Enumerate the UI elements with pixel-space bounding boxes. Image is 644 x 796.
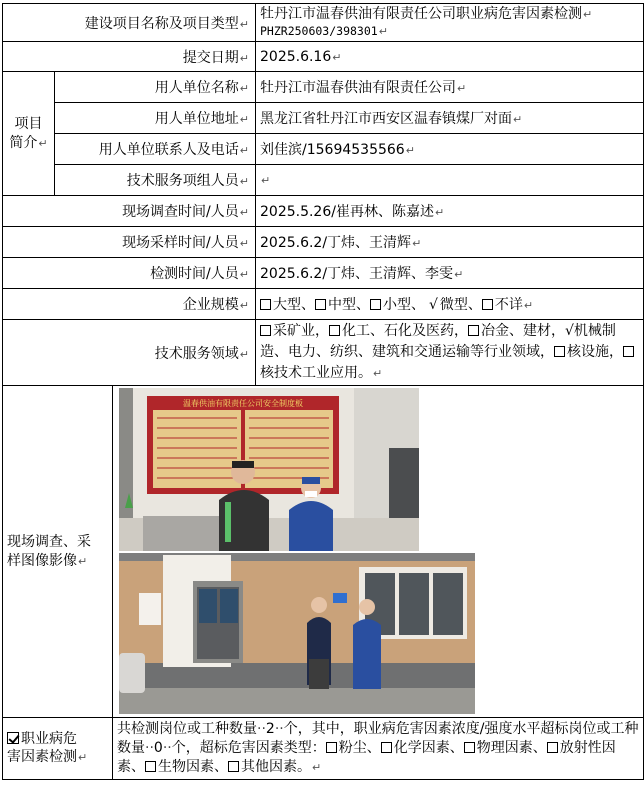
domain-options: 采矿业， 化工、石化及医药， 冶金、建材，√机械制造、电力、纺织、建筑和交通运输等行业领域， 核设施，核技术工业应用。↵ (256, 320, 644, 386)
site-photo-indoor (119, 388, 419, 551)
domain-checkbox-chemical[interactable] (329, 325, 340, 336)
post-count: 2 (265, 721, 275, 737)
employer-name-value: 牡丹江市温春供油有限责任公司↵ (256, 72, 644, 103)
factor-checkbox-chemical[interactable] (381, 742, 392, 753)
scale-checkbox-unknown[interactable] (482, 299, 493, 310)
hazard-checkbox-checked[interactable] (7, 732, 19, 744)
hazard-detection-label: 职业病危 害因素检测↵ (3, 718, 113, 780)
survey-value: 2025.5.26/崔再林、陈嘉述↵ (256, 196, 644, 227)
contact-label: 用人单位联系人及电话↵ (55, 134, 256, 165)
domain-checkbox-nuclear[interactable] (554, 346, 565, 357)
row-project-name (3, 4, 644, 42)
row-site-images (3, 386, 644, 718)
factor-checkbox-dust[interactable] (326, 742, 337, 753)
scale-checkbox-small[interactable] (370, 299, 381, 310)
sampling-label: 现场采样时间/人员↵ (3, 227, 256, 258)
employer-name-label: 用人单位名称↵ (55, 72, 256, 103)
project-name-value: 牡丹江市温春供油有限责任公司职业病危害因素检测↵ PHZR250603/398301↵ (256, 4, 644, 42)
row-service-domain (3, 320, 644, 386)
domain-checkbox-mining[interactable] (260, 325, 271, 336)
project-code: PHZR250603/398301 (260, 23, 378, 38)
testing-label: 检测时间/人员↵ (3, 258, 256, 289)
factor-checkbox-radioactive[interactable] (547, 742, 558, 753)
scale-checkbox-large[interactable] (260, 299, 271, 310)
survey-label: 现场调查时间/人员↵ (3, 196, 256, 227)
service-staff-value: ↵ (256, 165, 644, 196)
domain-checkbox-nuclear-tech[interactable] (623, 346, 634, 357)
project-intro-label: 项目 简介↵ (3, 72, 55, 196)
row-service-staff (3, 165, 644, 196)
site-images-label: 现场调查、采 样图像影像↵ (3, 386, 113, 718)
row-submit-date (3, 42, 644, 72)
project-info-table (2, 3, 644, 780)
row-sampling (3, 227, 644, 258)
submit-date-label: 提交日期↵ (3, 42, 256, 72)
scale-checkbox-medium[interactable] (315, 299, 326, 310)
exceed-count: 0 (153, 740, 163, 756)
domain-label: 技术服务领域↵ (3, 320, 256, 386)
scale-label: 企业规模↵ (3, 289, 256, 320)
employer-address-label: 用人单位地址↵ (55, 103, 256, 134)
safety-board-title: 温春供油有限责任公司安全制度板 (183, 399, 303, 408)
project-name-label: 建设项目名称及项目类型↵ (3, 4, 256, 42)
factor-checkbox-physical[interactable] (464, 742, 475, 753)
submit-date-value: 2025.6.16↵ (256, 42, 644, 72)
check-mark-icon[interactable]: √ (565, 323, 574, 339)
check-mark-icon[interactable]: √ (429, 297, 438, 313)
domain-checkbox-metallurgy[interactable] (468, 325, 479, 336)
sampling-value: 2025.6.2/丁炜、王清辉↵ (256, 227, 644, 258)
factor-checkbox-biological[interactable] (145, 761, 156, 772)
site-photo-outdoor (119, 553, 475, 714)
row-contact (3, 134, 644, 165)
hazard-detection-text: 共检测岗位或工种数量··2··个，其中，职业病危害因素浓度/强度水平超标岗位或工种数量··0··个，超标危害因素类型： 粉尘、 化学因素、 物理因素、 放射性因素、 生物因素、 其他因素。↵ (113, 718, 644, 780)
row-enterprise-scale (3, 289, 644, 320)
row-hazard-detection (3, 718, 644, 780)
service-staff-label: 技术服务项组人员↵ (55, 165, 256, 196)
site-images-cell (113, 386, 644, 718)
employer-address-value: 黑龙江省牡丹江市西安区温春镇煤厂对面↵ (256, 103, 644, 134)
contact-value: 刘佳滨/15694535566↵ (256, 134, 644, 165)
row-employer-address (3, 103, 644, 134)
scale-options: 大型、 中型、 小型、 √ 微型、 不详↵ (256, 289, 644, 320)
row-testing (3, 258, 644, 289)
row-employer-name (3, 72, 644, 103)
factor-checkbox-other[interactable] (228, 761, 239, 772)
row-survey (3, 196, 644, 227)
testing-value: 2025.6.2/丁炜、王清辉、李雯↵ (256, 258, 644, 289)
